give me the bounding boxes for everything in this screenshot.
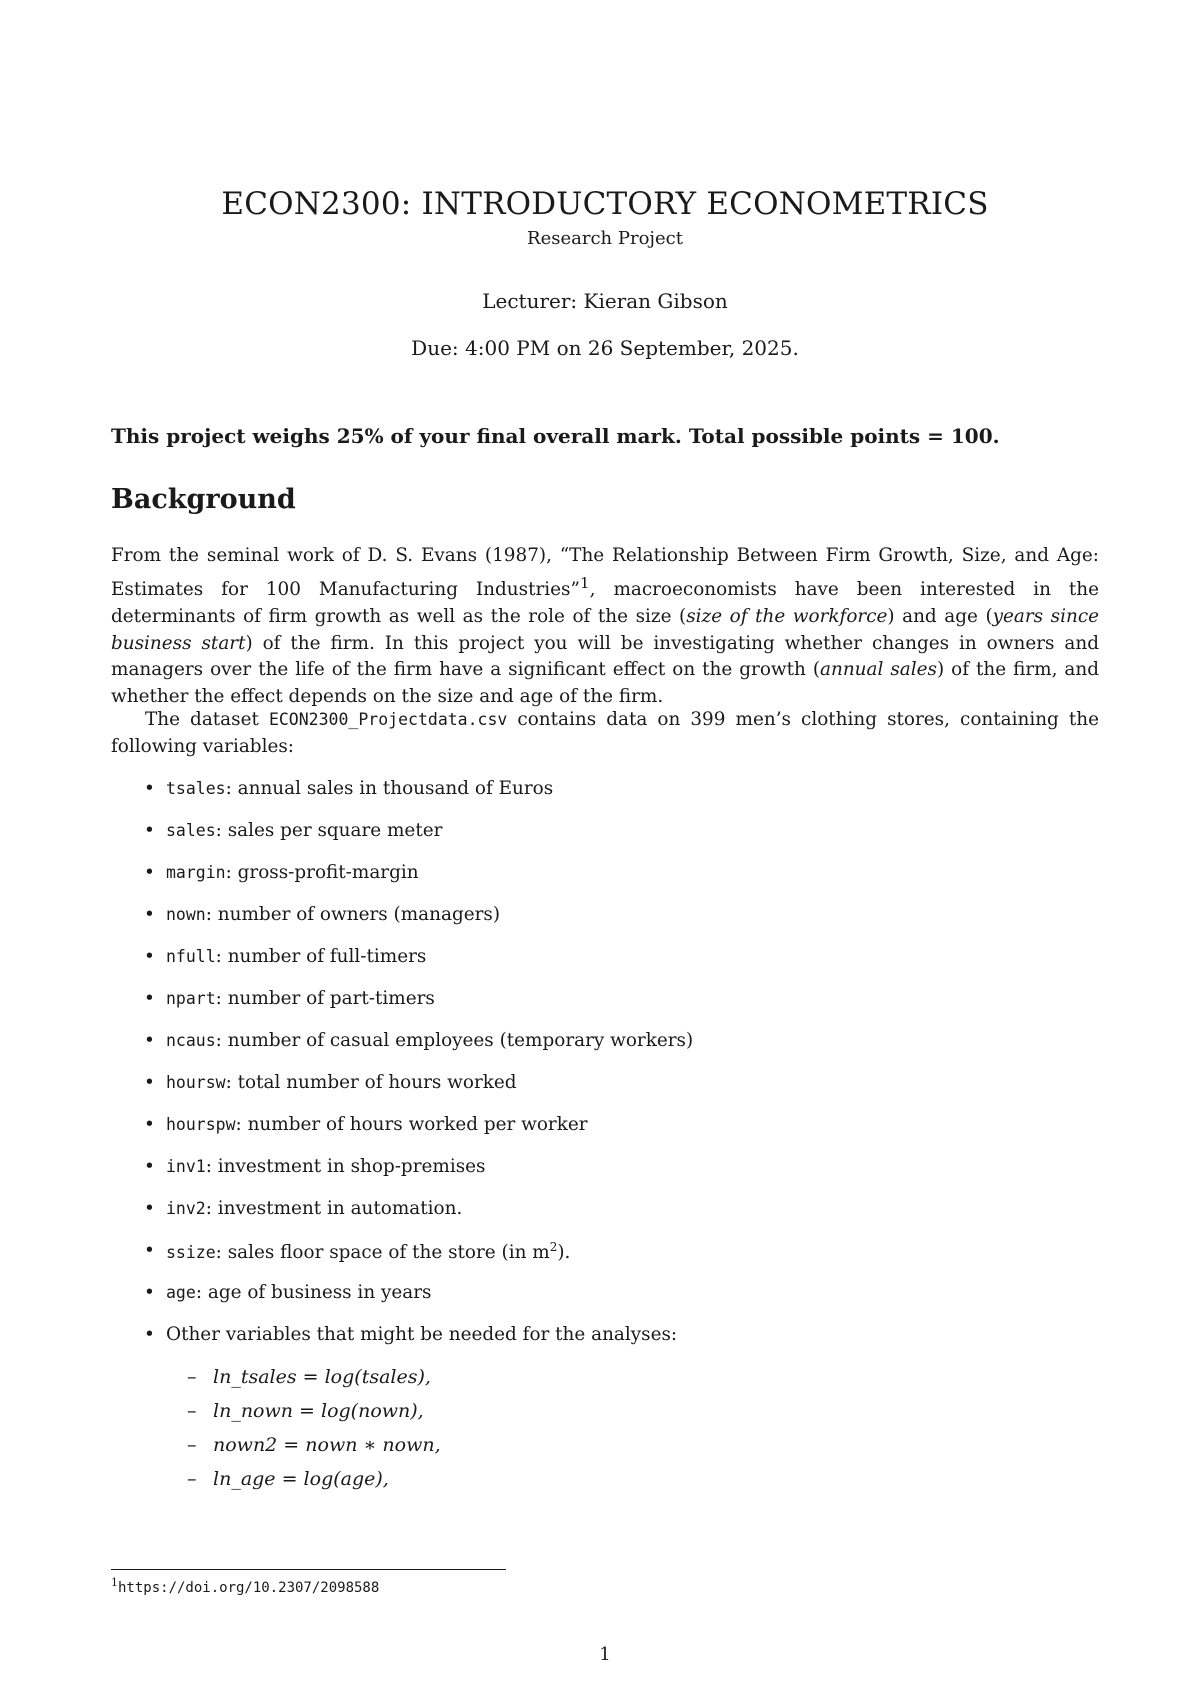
derived-formula: ln_age = log(age), (213, 1468, 389, 1490)
footnote-doi-link[interactable]: https://doi.org/10.2307/2098588 (118, 1580, 380, 1596)
bullet-icon: • (144, 1156, 155, 1177)
variable-description: : annual sales in thousand of Euros (225, 778, 554, 799)
variable-entry (166, 946, 426, 967)
variable-description: : age of business in years (195, 1282, 432, 1303)
variable-description: : number of casual employees (temporary workers) (215, 1030, 694, 1051)
p2-text-b: contains data on 399 men’s clothing stores, containing the following variables: (111, 709, 1099, 757)
variable-name: age (166, 1283, 196, 1302)
variable-entry (166, 988, 435, 1009)
variable-name: ncaus (166, 1031, 216, 1050)
other-variables-label: Other variables that might be needed for the analyses: (166, 1324, 678, 1345)
footnote-link[interactable]: 1 (579, 573, 590, 592)
variable-description: : gross-profit-margin (225, 862, 419, 883)
background-paragraph-1 (111, 543, 1099, 711)
variable-description: : sales floor space of the store (in m (215, 1242, 550, 1264)
variable-entry (166, 862, 419, 883)
weight-statement: This project weighs 25% of your final overall mark. Total possible points = 100. (111, 424, 1000, 448)
dash-icon: – (187, 1400, 197, 1422)
variable-description: : investment in shop-premises (205, 1156, 486, 1177)
p1-italic-sales: annual sales (820, 659, 937, 681)
bullet-icon: • (144, 946, 155, 967)
variable-entry (166, 1114, 588, 1135)
p1-italic-size: size of the workforce (686, 605, 888, 627)
variable-name: hoursw (166, 1073, 226, 1092)
variable-entry (166, 820, 442, 841)
bullet-icon: • (144, 778, 155, 799)
lecturer-line: Lecturer: Kieran Gibson (482, 289, 728, 313)
bullet-icon: • (144, 1282, 155, 1303)
variable-entry (166, 1156, 485, 1177)
variable-description: : number of owners (managers) (205, 904, 501, 925)
dataset-filename: ECON2300_Projectdata.csv (268, 710, 508, 729)
variable-name: npart (166, 989, 216, 1008)
variable-entry (166, 1072, 517, 1093)
p1-text-c: ) and age ( (887, 605, 993, 627)
variable-entry (166, 904, 500, 925)
footnote-reference[interactable] (580, 574, 590, 592)
dash-icon: – (187, 1366, 197, 1388)
variable-entry (166, 1240, 570, 1263)
p2-text-a: The dataset (145, 709, 269, 730)
variable-name: tsales (166, 779, 226, 798)
variable-entry (166, 778, 553, 799)
variable-entry (166, 1198, 462, 1219)
variable-description-tail: ). (557, 1242, 571, 1264)
background-paragraph-2 (111, 707, 1099, 761)
variable-name: hourspw (166, 1115, 236, 1134)
variable-description: : number of full-timers (215, 946, 427, 967)
variable-description: : number of hours worked per worker (235, 1114, 588, 1135)
p1-text-e: ) of the firm, and whether the effect depends on the size and age of the firm. (111, 659, 1099, 708)
derived-formula: nown2 = nown ∗ nown, (213, 1434, 441, 1456)
footnote-divider (111, 1569, 506, 1570)
variable-name: ssize (166, 1243, 216, 1263)
variable-entry (166, 1282, 431, 1303)
derived-formula: ln_nown = log(nown), (213, 1400, 424, 1422)
dash-icon: – (187, 1468, 197, 1490)
bullet-icon: • (144, 988, 155, 1009)
bullet-icon: • (144, 1114, 155, 1135)
due-date-line: Due: 4:00 PM on 26 September, 2025. (411, 336, 799, 360)
variable-name: sales (166, 821, 216, 840)
variable-description: : number of part-timers (215, 988, 435, 1009)
superscript: 2 (549, 1240, 558, 1254)
bullet-icon: • (144, 1324, 155, 1345)
variable-name: margin (166, 863, 226, 882)
dash-icon: – (187, 1434, 197, 1456)
bullet-icon: • (144, 904, 155, 925)
variable-description: : sales per square meter (215, 820, 443, 841)
variable-name: inv1 (166, 1157, 206, 1176)
variable-name: nfull (166, 947, 216, 966)
footnote (111, 1576, 379, 1596)
p1-text-d: ) of the firm. In this project you will be investigating whether changes in owners and managers over the life of the firm have a significant effect on the growth ( (111, 632, 1099, 681)
bullet-icon: • (144, 820, 155, 841)
bullet-icon: • (144, 862, 155, 883)
variable-name: nown (166, 905, 206, 924)
page-number: 1 (599, 1644, 611, 1665)
p1-text-a: From the seminal work of D. S. Evans (1987), “The Relationship Between Firm Growth, Size, and Age: Estimates for 100 Manufacturing Industries” (111, 545, 1099, 600)
bullet-icon: • (144, 1240, 155, 1261)
bullet-icon: • (144, 1030, 155, 1051)
derived-formula: ln_tsales = log(tsales), (213, 1366, 431, 1388)
p1-italic-age: years since business start (111, 605, 1099, 654)
course-title: ECON2300: INTRODUCTORY ECONOMETRICS (221, 186, 989, 222)
variable-description: : total number of hours worked (225, 1072, 517, 1093)
bullet-icon: • (144, 1072, 155, 1093)
section-heading-background: Background (111, 484, 296, 515)
document-subtitle: Research Project (527, 228, 683, 249)
p1-text-b: , macroeconomists have been interested in the determinants of firm growth as well as the role of the size ( (111, 578, 1100, 627)
bullet-icon: • (144, 1198, 155, 1219)
footnote-mark: 1 (111, 1576, 118, 1589)
variable-name: inv2 (166, 1199, 206, 1218)
variable-description: : investment in automation. (205, 1198, 463, 1219)
variable-entry (166, 1030, 693, 1051)
